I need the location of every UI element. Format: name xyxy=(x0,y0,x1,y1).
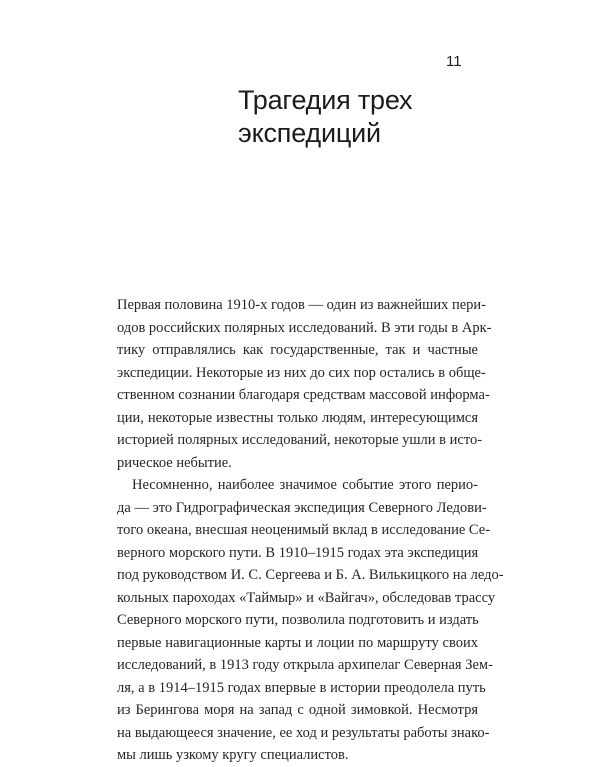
text-line: исследований, в 1913 году открыла архипелаг Северная Зем- xyxy=(117,657,493,673)
text-line: первые навигационные карты и лоции по маршруту своих xyxy=(117,634,478,651)
text-line: Первая половина 1910-х годов — один из важнейших пери- xyxy=(117,297,486,313)
text-line: на выдающееся значение, ее ход и результаты работы знако- xyxy=(117,724,490,741)
text-line: ственном сознании благодаря средствам массовой информа- xyxy=(117,387,490,403)
text-line: одов российских полярных исследований. В эти годы в Арк- xyxy=(117,319,492,336)
text-line: тику отправлялись как государственные, так и частные xyxy=(117,342,478,358)
text-line: да — это Гидрографическая экспедиция Северного Ледови- xyxy=(117,499,487,516)
body-text xyxy=(117,294,504,767)
chapter-title-line: экспедиций xyxy=(238,118,381,148)
text-line: Северного морского пути, позволила подготовить и издать xyxy=(117,612,479,628)
text-line: ля, а в 1914–1915 годах впервые в истории преодолела путь xyxy=(117,679,486,696)
text-line: под руководством И. С. Сергеева и Б. А. Вилькицкого на ледо- xyxy=(117,567,504,583)
chapter-title xyxy=(238,84,478,150)
text-line: историей полярных исследований, некоторые ушли в исто- xyxy=(117,432,483,448)
text-line: того океана, внесшая неоценимый вклад в исследование Се- xyxy=(117,522,491,538)
text-line: кольных пароходах «Таймыр» и «Вайгач», обследовав трассу xyxy=(117,589,496,606)
text-line: из Берингова моря на запад с одной зимовкой. Несмотря xyxy=(117,702,478,718)
text-line: верного морского пути. В 1910–1915 годах эта экспедиция xyxy=(117,544,479,561)
text-line: экспедиции. Некоторые из них до сих пор остались в обще- xyxy=(117,364,486,381)
text-line: Несомненно, наиболее значимое событие этого перио- xyxy=(132,477,478,493)
page-number: 11 xyxy=(446,53,462,70)
text-line: рическое небытие. xyxy=(117,454,232,471)
text-line: ции, некоторые известны только людям, интересующимся xyxy=(117,409,478,426)
text-line: мы лишь узкому кругу специалистов. xyxy=(117,747,349,763)
paragraph-1 xyxy=(117,294,492,474)
paragraph-2 xyxy=(117,474,504,767)
chapter-title-line: Трагедия трех xyxy=(238,85,413,115)
